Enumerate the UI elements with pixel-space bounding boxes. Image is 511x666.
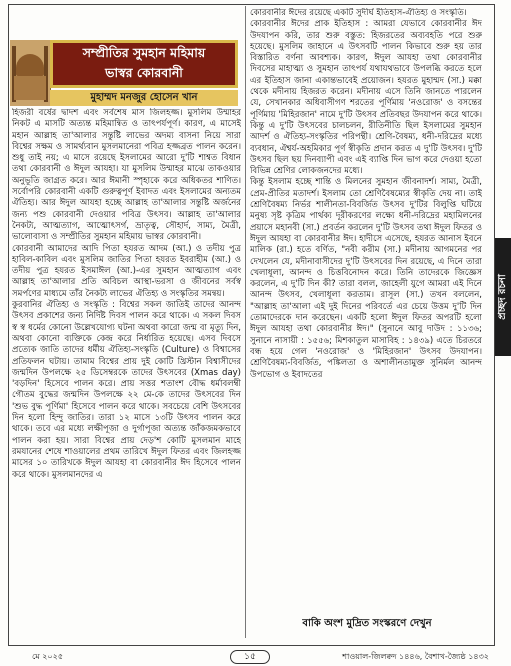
page-footer [8,650,493,664]
paragraph: কিন্তু ইসলাম হচ্ছে শান্তি ও মিলনের সুমহান জীবনাদর্শ। সাম্য, মৈত্রী, প্রেম-প্রীতির মতাদর্শ। ইসলাম তো শ্রেণিবৈষম্যের স্বীকৃতি দেয় না। তাই শ্রেণিবৈষম্য নির্ভর শালীনতা-বিবর্জিত উৎসব দু'টির বিলুপ্তি ঘটিয়ে মনুষ্য সৃষ্ট কৃত্রিম পার্থক্য দূরীকরণের লক্ষ্যে ধনী-দরিদ্রের মহামিলনের প্রয়াসে মহানবী (সা.) প্রবর্তন করলেন দু'টি উৎসব তথা ঈদুল ফিতর ও ঈদুল আযহা বা কোরবানীর ঈদ। হাদীসে এসেছে, হযরত আনাস ইবনে মালিক (রা.) হতে বর্ণিত, "নবী করীম (সা.) মদীনায় আগমনের পর দেখলেন যে, মদীনাবাসীদের দু'টি উৎসবের দিন রয়েছে, এ দিনে তারা খেলাধূলা, আনন্দ ও চিত্তবিনোদন করে। তিনি তাদেরকে জিজ্ঞেস করলেন, এ দু'টি দিন কী? তারা বলল, জাহেলী যুগে আমরা এই দিনে আনন্দ উৎসব, খেলাধূলা করতাম। রাসূল (সা.) তখন বললেন, "আল্লাহ তা'আলা এই দুই দিনের পরিবর্তে এর চেয়ে উত্তম দু'টি দিন তোমাদেরকে দান করেছেন। একটি হলো ঈদুল ফিতর অপরটি হলো ঈদুল আযহা তথা কোরবানীর ঈদ।" (সুনানে আবু দাউদ : ১১৩৬; সুনানে নাসায়ী : ১৫৫৬; মিশকাতুল মাসাবিহ : ১৪৩৯) এতে চিরতরে বন্ধ হয়ে গেল 'নওরোজ' ও 'মিহিরজান' উৎসব উদযাপন। শ্রেণিবৈষম্য-বিবর্জিত, পঙ্কিলতা ও অশালীনতামুক্ত সুনির্মল আনন্দ উপভোগ ও ইবাদতের [250,177,482,380]
paragraph: কুরবানির ঐতিহ্য ও সংস্কৃতি : বিশ্বের সকল জাতিই তাদের আনন্দ উৎসব প্রকাশের জন্য নির্দিষ্ট দিবস পালন করে থাকে। এ সকল দিবস স্ব স্ব ধর্মের কোনো উল্লেখযোগ্য ঘটনা অথবা কারো জন্ম বা মৃত্যু দিন, অথবা কোনো ব্যক্তিকে কেন্দ্র করে নির্ধারিত হয়েছে। এসব দিবসে প্রত্যেক জাতি তাদের ধর্মীয় ঐতিহ্য-সংস্কৃতি (Culture) ও বিশ্বাসের প্রতিফলন ঘটায়। তামাম বিশ্বের প্রায় দুই কোটি খ্রিস্টান বিশ্বাসীদের জন্মদিন উপলক্ষে ২৫ ডিসেম্বরকে তাদের উৎসবের (Xmas day) 'বড়দিন' হিসেবে পালন করে। প্রায় সত্তর শতাংশ বৌদ্ধ ধর্মাবলম্বী গৌতম বুদ্ধের জন্মদিন উপলক্ষে ২২ মে-কে তাদের উৎসবের দিন 'শুভ বুদ্ধ পূর্ণিমা' হিসেবে পালন করে থাকে। সবচেয়ে বেশি উৎসবের দিন হলো হিন্দু জাতির। তারা ১২ মাসে ১৩টি উৎসব পালন করে থাকে। তবে এর মধ্যে লক্ষীপূজা ও দুর্গাপূজা অত্যন্ত জাঁকজমকভাবে পালন করা হয়। সারা বিশ্বের প্রায় দেড়'শ কোটি মুসলমান মাহে রমযানের শেষে শাওয়ালের প্রথম তারিখে ঈদুল ফিতর এবং জিলহজ্জ মাসের ১০ তারিখকে ঈদুল আযহা বা কোরবানীর ঈদ হিসেবে পালন করে থাকে। মুসলমানদের এ [12,300,241,480]
article-author: মুহাম্মদ মনজুর হোসেন খান [50,90,238,106]
section-side-tab-label: প্রচ্ছদ রচনা [497,274,508,320]
dome-shape [16,54,44,76]
footer-issue-date: মে ২০২৫ [32,652,64,661]
right-column-text [250,8,482,604]
article-title-box [50,40,238,88]
mosque-illustration-icon [10,40,51,106]
article-title-line2: ভাস্বর কোরবানী [105,65,183,80]
page-number: ১৫ [230,650,270,664]
paragraph: কোরবানীর ঈদের প্রাক ইতিহাস : আমরা যেভাবে কোরবানীর ঈদ উদযাপন করি, তার শুরু বস্তুত: হিজরতের অব্যবহতি পরে শুরু হয়েছে। মুসলিম জাহানে এ উৎসবটি পালন কিভাবে শুরু হয় তার বিস্তারিত বর্ণনা আবশ্যক। কারণ, ঈদুল আযহা তথা কোরবানীর দিবসের মাহাত্ম্য ও সুমহান তাৎপর্য যথাযথভাবে উপলব্ধি করতে হলে এর ইতিহাস জানা একান্তভাবেই প্রয়োজন। হযরত মুহাম্মদ (সা.) মক্কা থেকে মদীনায় হিজরত করেন। মদীনায় এসে তিনি জানতে পারলেন যে, সেখানকার অধিবাসীগণ শরতের পূর্ণিমায় 'নওরোজ' ও বসন্তের পূর্ণিমায় 'মিহিরজান' নামে দু'টি উৎসব প্রতিবছর উদযাপন করে থাকে। কিন্তু এ দু'টি উৎসবের চালচলন, রীতিনীতি ছিল ইসলামের সুমহান আদর্শ ও ঐতিহ্য-সংস্কৃতির পরিপন্থী। শ্রেণি-বৈষম্য, ধনী-দরিদ্রের মধ্যে ব্যবধান, ঐশ্বর্য-অহমিকার পূর্ণ স্বীকৃতি প্রদান করত এ দু'টি উৎসব। দু'টি উৎসব ছিল ছয় দিনব্যাপী এবং এই ব্যাপ্তি দিন ভাগ করে দেওয়া হতো বিভিন্ন শ্রেণির লোকজনদের মধ্যে। [250,19,482,177]
column-divider [245,6,246,638]
mosque-base-shape [14,76,46,100]
paragraph: কোরবানীর ঈদের রয়েছে একটি সুদীর্ঘ ইতিহাস-ঐতিহ্য ও সংস্কৃতি। [250,8,467,18]
footer-hijri-date: শাওয়াল-জিলক্বদ ১৪৪৬, বৈশাখ-জ্যৈষ্ঠ ১৪৩২ [342,652,489,661]
left-column-text [12,108,241,644]
article-title-line1: সম্প্রীতির সুমহান মহিমায় [82,45,206,60]
paragraph: হিজরী বর্ষের দ্বাদশ এবং সর্বশেষ মাস জিলহজ্জ। মুসলিম উম্মাহর নিকট এ মাসটি অত্যন্ত মহিমান্বিত ও তাৎপর্যপূর্ণ। কারণ, এ মাসেই মহান আল্লাহ তা'আলার সন্তুষ্টি লাভের অদম্য বাসনা নিয়ে সারা বিশ্বের সক্ষম ও সামর্থ্যবান মুসলমানেরা পবিত্র হজ্জব্রত পালন করেন। শুধু তাই নয়; এ মাসে রয়েছে ইসলামের আরো দু'টি শাশ্বত বিধান তথা কোরবানী ও ঈদুল আযহা। যা মুসলিম উম্মাহর মাঝে তাকওয়ার অনুভূতি জাগ্রত করে। আর ঈমানী স্পৃহাকে করে অধিকতর শাণিত। সর্বোপরি কোরবানী একটি গুরুত্বপূর্ণ ইবাদত এবং ইসলামের অন্যতম ঐতিহ্য। আর ঈদুল আযহা হচ্ছে আল্লাহ তা'আলার সন্তুষ্টি অর্জনের জন্য পশু কোরবানী দেওয়ার পবিত্র উৎসব। আল্লাহ তা'আলার নৈকট্য, আত্মত্যাগ, আত্মোৎসর্গ, ভ্রাতৃত্ব, সৌহার্দ, সাম্য, মৈত্রী, ভালোবাসা ও সম্প্রীতির সুমহান মহিমায় ভাস্বর কোরবানী। [12,108,241,243]
section-side-tab [495,238,511,356]
continued-note: বাকি অংশ মুদ্রিত সংস্করণে দেখুন [302,618,432,629]
paragraph: কোরবানী আমাদের আদি পিতা হযরত আদম (আ.) ও তদীয় পুত্র হাবিল-কাবিল এবং মুসলিম জাতির পিতা হযরত ইবরাহীম (আ.) ও তদীয় পুত্র হযরত ইসমাঈল (আ.)-এর সুমহান আত্মত্যাগ এবং আল্লাহ তা'আলার প্রতি অবিচল আস্থা-ভরসা ও জীবনের সর্বস্ব সমর্পণের মাধ্যমে তাঁর নৈকট্য লাভের ঐতিহ্য ও সংস্কৃতির সমন্বয়। [12,243,241,299]
